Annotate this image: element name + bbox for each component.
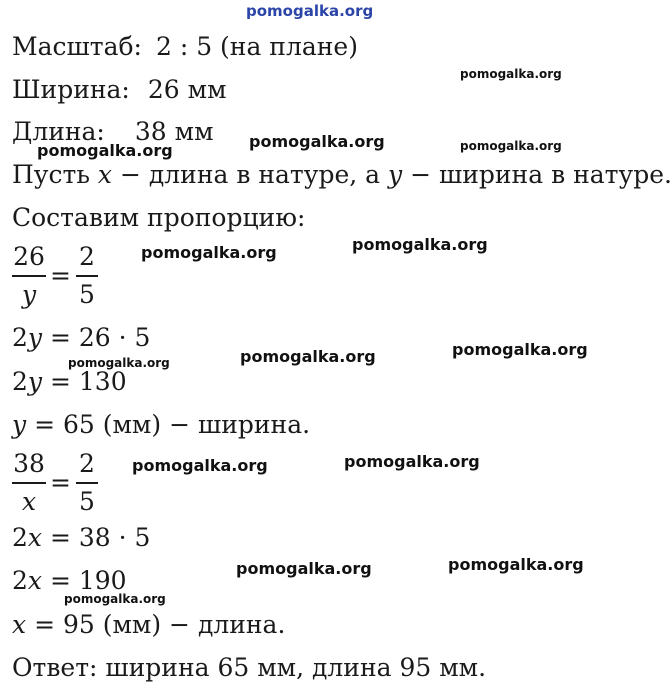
- step1b-rhs: = 130: [49, 367, 127, 396]
- step1a-rhs: = 26 · 5: [49, 323, 151, 352]
- length-value: 38 мм: [134, 117, 214, 146]
- watermark: pomogalka.org: [344, 452, 480, 471]
- fraction1-den-right: 5: [79, 280, 95, 309]
- let-mid: − длина в натуре, а: [119, 160, 381, 189]
- result-y-line: [12, 410, 310, 440]
- fraction1-num-left: 26: [13, 242, 45, 271]
- length-label: Длина:: [12, 117, 105, 146]
- step2a-var: x: [27, 523, 43, 552]
- let-prefix: Пусть: [12, 160, 90, 189]
- width-line: [12, 75, 227, 105]
- fraction2-den-left: x: [21, 487, 37, 516]
- fraction-equation-2: [12, 450, 132, 520]
- watermark: pomogalka.org: [448, 555, 584, 574]
- let-line: [12, 160, 672, 190]
- watermark: pomogalka.org: [141, 243, 277, 262]
- result-y-var: y: [12, 410, 27, 439]
- width-label: Ширина:: [12, 75, 130, 104]
- step2b-coef: 2: [12, 566, 28, 595]
- step1a-var: y: [27, 323, 43, 352]
- fraction2-num-left: 38: [13, 449, 45, 478]
- watermark: pomogalka.org: [37, 141, 173, 160]
- width-value: 26 мм: [147, 75, 227, 104]
- step2a-line: [12, 523, 150, 553]
- step2a-rhs: = 38 · 5: [49, 523, 151, 552]
- watermark: pomogalka.org: [132, 456, 268, 475]
- fraction1-num-right: 2: [79, 242, 95, 271]
- fraction2-bar-right: [76, 482, 98, 484]
- fraction2-den-right: 5: [79, 487, 95, 516]
- step2a-coef: 2: [12, 523, 28, 552]
- watermark: pomogalka.org: [460, 67, 562, 81]
- step1b-line: [12, 367, 127, 397]
- fraction1-bar-right: [76, 275, 98, 277]
- step1b-var: y: [27, 367, 43, 396]
- watermark: pomogalka.org: [460, 139, 562, 153]
- fraction2-equals: =: [50, 468, 71, 497]
- fraction2-num-right: 2: [79, 449, 95, 478]
- scale-label: Масштаб:: [12, 32, 142, 61]
- scale-line: [12, 32, 358, 62]
- scale-value: 2 : 5 (на плане): [155, 32, 358, 61]
- step2b-rhs: = 190: [49, 566, 127, 595]
- answer-line: Ответ: ширина 65 мм, длина 95 мм.: [12, 653, 487, 682]
- step2b-var: x: [27, 566, 43, 595]
- result-x-rhs: = 95 (мм) − длина.: [34, 610, 286, 639]
- step1a-line: [12, 323, 150, 353]
- step1a-coef: 2: [12, 323, 28, 352]
- fraction2-bar-left: [12, 482, 46, 484]
- fraction1-bar-left: [12, 275, 46, 277]
- watermark: pomogalka.org: [240, 347, 376, 366]
- let-suffix: − ширина в натуре.: [410, 160, 672, 189]
- fraction1-equals: =: [50, 261, 71, 290]
- result-y-rhs: = 65 (мм) − ширина.: [34, 410, 311, 439]
- watermark: pomogalka.org: [236, 559, 372, 578]
- watermark: pomogalka.org: [452, 340, 588, 359]
- step1b-coef: 2: [12, 367, 28, 396]
- watermark: pomogalka.org: [249, 132, 385, 151]
- watermark-top: pomogalka.org: [246, 2, 374, 20]
- proportion-text: Составим пропорцию:: [12, 203, 306, 232]
- result-x-line: [12, 610, 285, 640]
- let-var-x: x: [97, 160, 113, 189]
- result-x-var: x: [12, 610, 27, 639]
- fraction1-den-left: y: [21, 280, 37, 309]
- fraction-equation-1: [12, 243, 132, 313]
- watermark: pomogalka.org: [68, 356, 170, 370]
- watermark: pomogalka.org: [352, 235, 488, 254]
- let-var-y: y: [388, 160, 403, 189]
- watermark: pomogalka.org: [64, 592, 166, 606]
